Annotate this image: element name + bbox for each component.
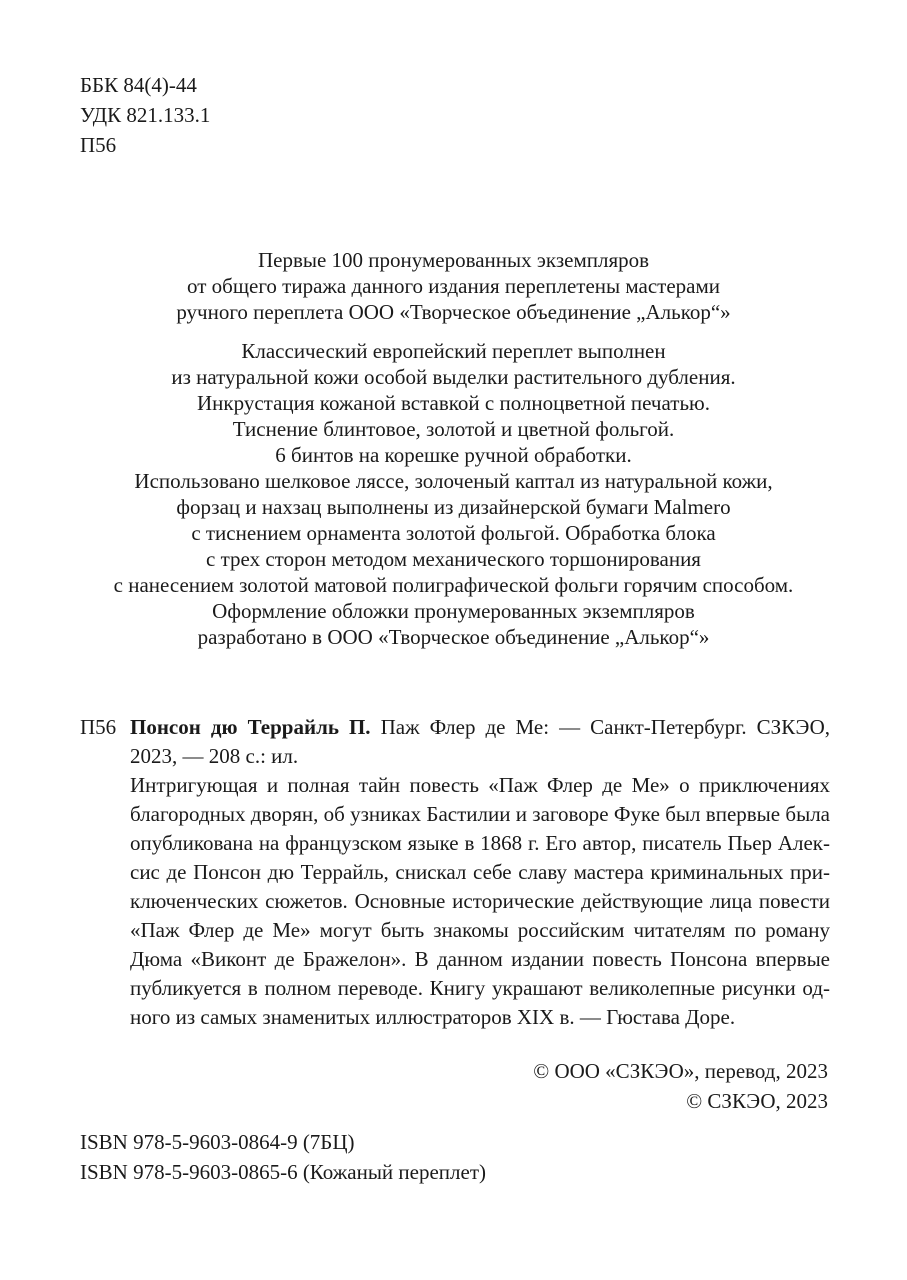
binding-line: Классический европейский переплет выполнен <box>241 339 666 363</box>
bibliographic-record <box>80 713 830 1032</box>
binding-line: форзац и нахзац выполнены из дизайнерской бумаги Malmero <box>176 495 731 519</box>
annotation-line: ного из самых знаменитых иллюстраторов XIX в. — Гюстава Доре. <box>130 1005 736 1029</box>
binding-line: Тиснение блинтовое, золотой и цветной фольгой. <box>232 417 675 441</box>
binding-line: разработано в ООО «Творческое объединение „Алькор“» <box>197 625 710 649</box>
binding-line: с нанесением золотой матовой полиграфической фольги горячим способом. <box>113 573 794 597</box>
copyright-block <box>533 1056 828 1116</box>
isbn-block <box>80 1127 486 1187</box>
udk-code: УДК 821.133.1 <box>80 103 211 127</box>
annotation-line: «Паж Флер де Ме» могут быть знакомы российским читателям по роману <box>130 918 830 942</box>
binding-line: Использовано шелковое ляссе, золоченый каптал из натуральной кожи, <box>134 469 773 493</box>
binding-line: Инкрустация кожаной вставкой с полноцветной печатью. <box>197 391 710 415</box>
edition-note-line: ручного переплета ООО «Творческое объединение „Алькор“» <box>176 300 731 324</box>
annotation-line: Дюма «Виконт де Бражелон». В данном издании повесть Понсона впервые <box>130 947 830 971</box>
record-author: Понсон дю Террайль П. <box>130 715 371 739</box>
binding-line: 6 бинтов на корешке ручной обработки. <box>275 443 632 467</box>
annotation-line: благородных дворян, об узниках Бастилии и заговоре Фуке был впервые была <box>130 802 830 826</box>
isbn-standard: ISBN 978-5-9603-0864-9 (7БЦ) <box>80 1130 355 1154</box>
binding-line: из натуральной кожи особой выделки растительного дубления. <box>171 365 736 389</box>
record-imprint: 2023, — 208 с.: ил. <box>130 744 299 768</box>
edition-note-line: от общего тиража данного издания переплетены мастерами <box>187 274 720 298</box>
annotation-line: публикуется в полном переводе. Книгу украшают великолепные рисунки од- <box>130 976 830 1000</box>
author-mark: П56 <box>80 133 117 157</box>
annotation-line: ключенческих сюжетов. Основные исторические действующие лица повести <box>130 889 830 913</box>
classification-block <box>80 70 210 160</box>
annotation-line: сис де Понсон дю Террайль, снискал себе славу мастера криминальных при- <box>130 860 830 884</box>
edition-note <box>60 247 847 325</box>
copyright-translation: © ООО «СЗКЭО», перевод, 2023 <box>533 1059 828 1083</box>
edition-note-line: Первые 100 пронумерованных экземпляров <box>257 248 650 272</box>
record-code: П56 <box>80 715 117 739</box>
record-body <box>130 713 830 1032</box>
binding-line: с тиснением орнамента золотой фольгой. Обработка блока <box>191 521 716 545</box>
annotation-line: Интригующая и полная тайн повесть «Паж Флер де Ме» о приключениях <box>130 773 830 797</box>
binding-description <box>60 338 847 650</box>
copyright-edition: © СЗКЭО, 2023 <box>686 1089 828 1113</box>
binding-line: Оформление обложки пронумерованных экземпляров <box>212 599 695 623</box>
record-title: Паж Флер де Ме: — Санкт-Петербург. СЗКЭО, <box>370 715 830 739</box>
annotation-line: опубликована на французском языке в 1868 г. Его автор, писатель Пьер Алек- <box>130 831 830 855</box>
record-heading <box>130 713 830 742</box>
binding-line: с трех сторон методом механического торшонирования <box>206 547 701 571</box>
bbk-code: ББК 84(4)-44 <box>80 73 197 97</box>
isbn-leather: ISBN 978-5-9603-0865-6 (Кожаный переплет) <box>80 1160 487 1184</box>
